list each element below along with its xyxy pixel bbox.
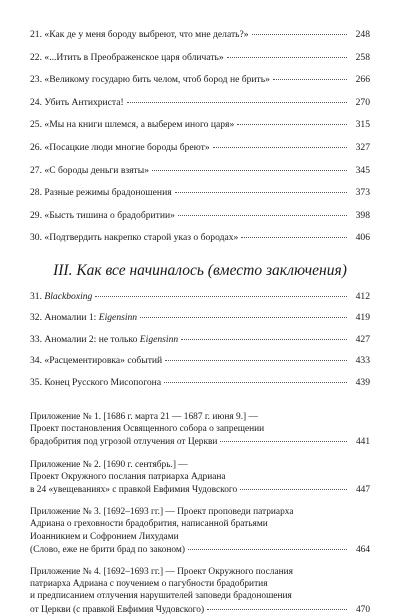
toc-entry-page: 433 (355, 355, 370, 367)
leader-dots (220, 433, 347, 442)
toc-entry[interactable] (30, 118, 370, 141)
toc-entry[interactable] (30, 186, 370, 209)
appendix-line: Иоанникием и Софронием Лихудами (30, 531, 179, 542)
appendix-entry[interactable] (30, 411, 370, 449)
leader-dots (140, 309, 347, 318)
leader-dots (213, 139, 347, 148)
appendix-line: Проект постановления Освященного собора о запрещении (30, 424, 265, 435)
toc-entry-page: 419 (355, 312, 370, 324)
leader-dots (178, 207, 347, 216)
toc-part2-list (30, 28, 370, 254)
toc-entry-page: 315 (355, 119, 370, 131)
leader-dots (207, 601, 347, 610)
appendix-last-line: (Слово, еже не брити брад по законом) 464 (30, 543, 370, 556)
appendix-line: Приложение № 2. [1690 г. сентябрь.] — (30, 459, 188, 470)
appendix-page: 447 (355, 484, 370, 495)
toc-entry[interactable] (30, 311, 370, 332)
toc-entry-page: 412 (355, 290, 370, 302)
toc-entry-page: 258 (355, 51, 370, 63)
leader-dots (252, 26, 347, 35)
toc-entry-page: 345 (355, 164, 370, 176)
toc-entry-page: 248 (355, 29, 370, 40)
toc-entry-label: 30. «Подтвердить накрепко старой указ о бородах» (30, 232, 239, 244)
appendix-page: 441 (355, 437, 370, 448)
section-heading: III. Как все начиналось (вместо заключения) (53, 261, 347, 279)
appendix-entry[interactable] (30, 459, 370, 497)
toc-entry-label: 27. «С бороды деньги взяты» (30, 164, 149, 176)
appendix-line: Приложение № 4. [1692–1693 гг.] — Проект Окружного послания (30, 566, 293, 577)
appendix-line: патриарха Адриана с поучением о пагубности брадобрития (30, 579, 268, 590)
toc-entry[interactable] (30, 73, 370, 96)
toc-entry-label: 21. «Как де у меня бороду выбреют, что мне делать?» (30, 29, 249, 40)
toc-entry[interactable] (30, 96, 370, 119)
toc-entry[interactable] (30, 290, 370, 311)
toc-entry-label: 23. «Великому государю бить челом, чтоб бород не брить» (30, 74, 270, 86)
toc-entry-page: 270 (355, 96, 370, 108)
toc-entry-label: 25. «Мы на книги шлемся, а выберем иного царя» (30, 119, 235, 131)
appendix-list (30, 411, 370, 616)
toc-entry[interactable] (30, 376, 370, 397)
leader-dots (165, 352, 347, 361)
leader-dots (181, 331, 347, 340)
appendix-line: Приложение № 3. [1692–1693 гг.] — Проект проповеди патриарха (30, 507, 294, 518)
appendix-line: Приложение № 1. [1686 г. марта 21 — 1687 г. июня 9.] — (30, 411, 258, 422)
toc-entry-page: 398 (355, 209, 370, 221)
toc-entry-label: 26. «Посацкие люди многие бороды бреют» (30, 141, 210, 153)
toc-section3-list (30, 290, 370, 397)
appendix-line: и предписанием отлучения нарушителей заповеди брадоношения (30, 591, 292, 602)
appendix-line: Адриана о греховности брадобрития, написанной братьями (30, 519, 268, 530)
appendix-last-line: брадобрития под угрозой отлучения от Церкви 441 (30, 435, 370, 448)
toc-entry-page: 266 (355, 74, 370, 86)
leader-dots (273, 71, 347, 80)
appendix-page: 470 (355, 604, 370, 615)
leader-dots (127, 94, 347, 103)
toc-entry[interactable] (30, 28, 370, 51)
leader-dots (164, 374, 347, 383)
toc-entry-label: 35. Конец Русского Мисопогона (30, 376, 162, 388)
toc-entry-label: 31. Blackboxing (30, 290, 93, 302)
toc-entry[interactable] (30, 354, 370, 375)
toc-entry-page: 373 (355, 187, 370, 199)
toc-entry[interactable] (30, 141, 370, 164)
appendix-entry[interactable] (30, 506, 370, 556)
leader-dots (237, 116, 347, 125)
appendix-entry[interactable] (30, 566, 370, 616)
appendix-line: Проект Окружного послания патриарха Адриана (30, 471, 226, 482)
toc-entry-page: 427 (355, 333, 370, 345)
leader-dots (152, 162, 347, 171)
toc-entry[interactable] (30, 164, 370, 187)
leader-dots (188, 541, 347, 550)
appendix-page: 464 (355, 544, 370, 555)
toc-entry-label: 34. «Расцементировка» событий (30, 355, 163, 367)
toc-entry[interactable] (30, 51, 370, 74)
toc-entry-label: 28. Разные режимы брадоношения (30, 187, 172, 199)
toc-entry-page: 327 (355, 141, 370, 153)
appendix-last-line: от Церкви (с правкой Евфимия Чудовского) 470 (30, 603, 370, 616)
leader-dots (95, 288, 347, 297)
toc-entry-page: 439 (355, 376, 370, 388)
toc-entry-label: 29. «Бысть тишина о брадобритии» (30, 209, 175, 221)
appendix-last-line: в 24 «увещеваниях» с правкой Евфимия Чудовского 447 (30, 483, 370, 496)
toc-entry-label: 32. Аномалии 1: Eigensinn (30, 312, 138, 324)
leader-dots (241, 229, 347, 238)
toc-entry-label: 22. «...Итить в Преображенское царя обличать» (30, 51, 224, 63)
spacer (30, 397, 370, 411)
toc-entry-label: 24. Убить Антихриста! (30, 96, 124, 108)
leader-dots (240, 481, 347, 490)
leader-dots (175, 184, 347, 193)
toc-entry[interactable] (30, 209, 370, 232)
toc-entry-page: 406 (355, 232, 370, 244)
leader-dots (227, 49, 347, 58)
toc-entry-label: 33. Аномалии 2: не только Eigensinn (30, 333, 179, 345)
toc-entry[interactable] (30, 333, 370, 354)
toc-entry[interactable] (30, 231, 370, 254)
